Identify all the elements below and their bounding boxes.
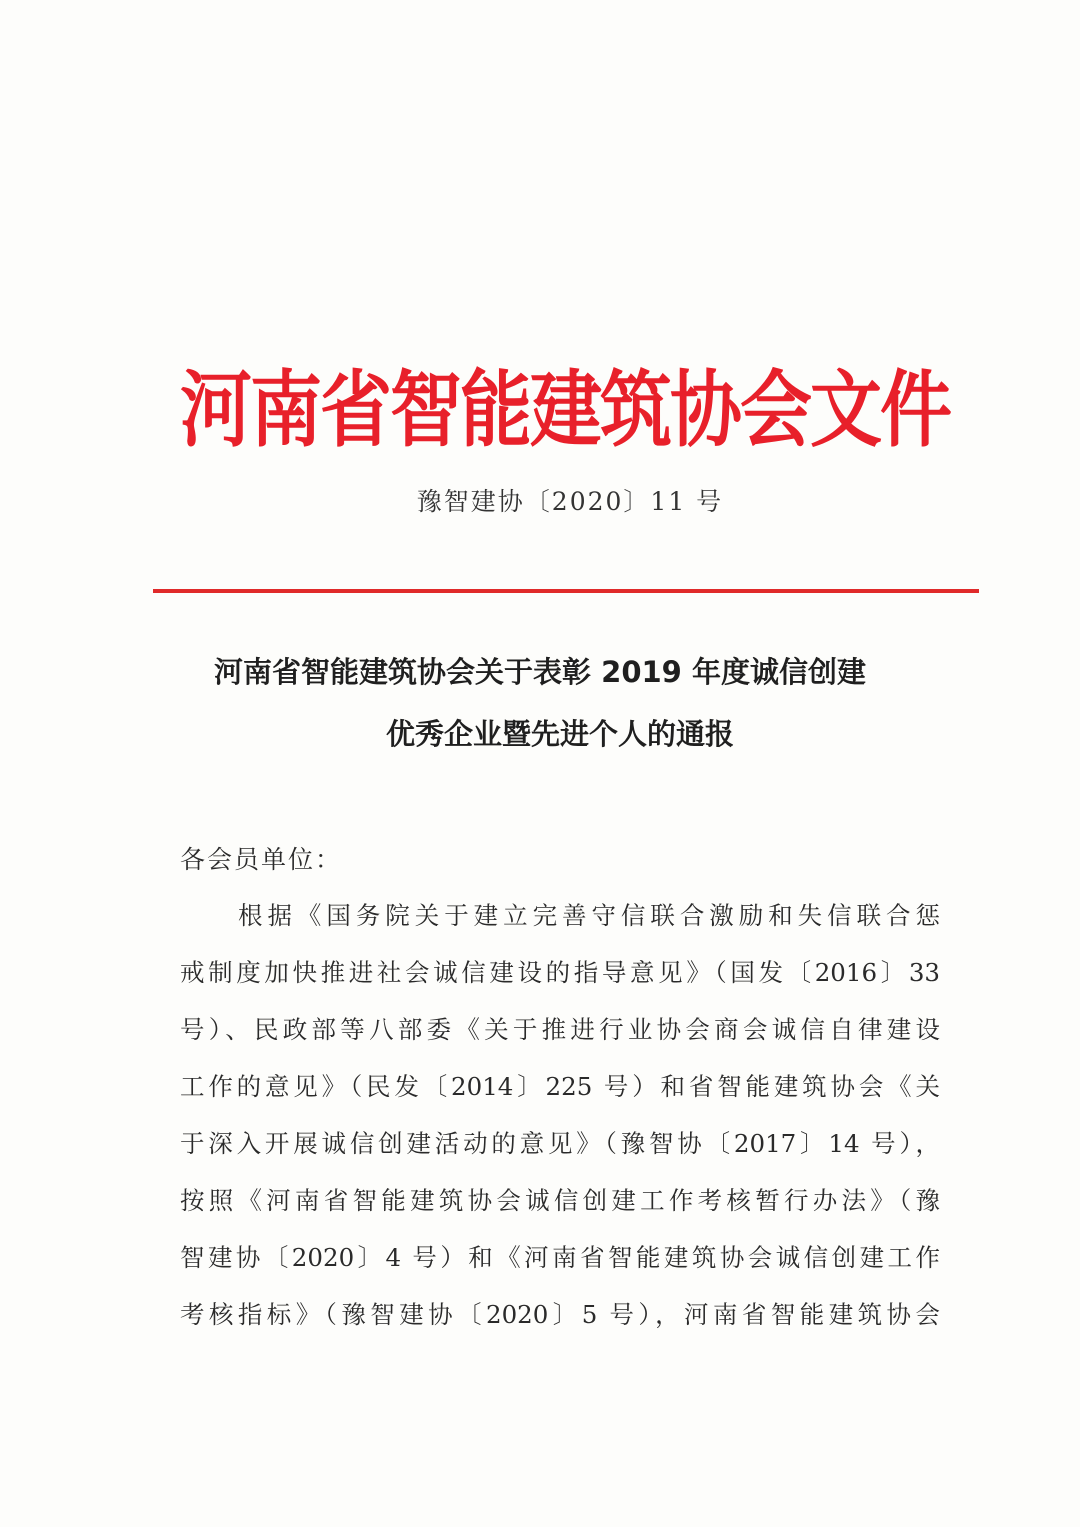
notice-title-line-1: 河南省智能建筑协会关于表彰 2019 年度诚信创建 [214,655,866,689]
body-line: 按照《河南省智能建筑协会诚信创建工作考核暂行办法》（豫 [180,1186,940,1215]
body-line: 智建协〔2020〕4 号）和《河南省智能建筑协会诚信创建工作 [180,1243,940,1272]
body-line: 号）、民政部等八部委《关于推进行业协会商会诚信自律建设 [180,1015,940,1044]
salutation: 各会员单位： [180,845,343,874]
body-line: 考核指标》（豫智建协〔2020〕5 号），河南省智能建筑协会 [180,1300,940,1329]
body-line: 根据《国务院关于建立完善守信联合激励和失信联合惩 [238,901,940,930]
document-number: 豫智建协〔2020〕11 号 [416,487,724,516]
red-separator-rule [153,589,979,593]
body-line: 于深入开展诚信创建活动的意见》（豫智协〔2017〕14 号）， [180,1129,940,1158]
issuer-header-title: 河南省智能建筑协会文件 [180,360,951,458]
notice-title-line-2: 优秀企业暨先进个人的通报 [385,717,734,751]
body-line: 工作的意见》（民发〔2014〕225 号）和省智能建筑协会《关 [180,1072,940,1101]
body-line: 戒制度加快推进社会诚信建设的指导意见》（国发〔2016〕33 [180,958,940,987]
